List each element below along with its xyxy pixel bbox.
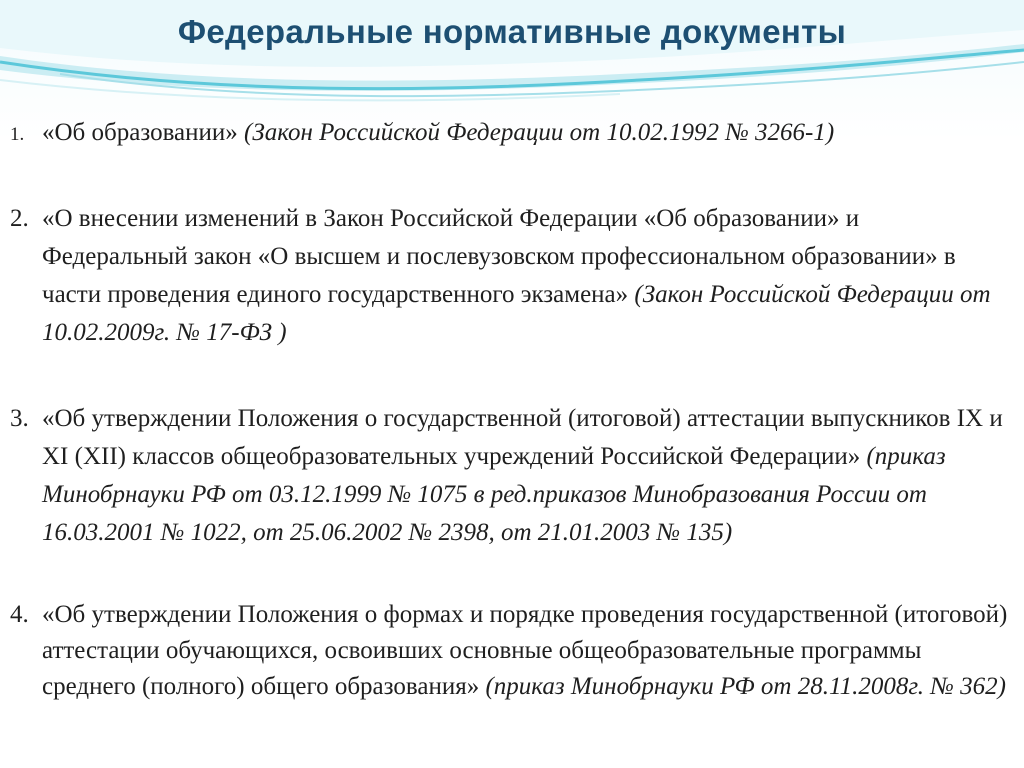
document-title: «Об утверждении Положения о государственной (итоговой) аттестации выпускников IX и XI (XII) классов общеобразовательных учреждений Российской Федерации»: [42, 405, 1003, 470]
list-item: [10, 114, 1010, 154]
document-citation: (Закон Российской Федерации от 10.02.2009г. № 17-ФЗ ): [42, 281, 991, 346]
item-number: 4.: [10, 601, 29, 628]
document-citation: (Закон Российской Федерации от 10.02.1992 № 3266-1): [244, 119, 835, 146]
document-title: «О внесении изменений в Закон Российской Федерации «Об образовании» и Федеральный закон «О высшем и послевузовском профессиональном образовании» в части проведения единого государственного экзамена»: [42, 205, 956, 308]
document-citation: (приказ Минобрнауки РФ от 03.12.1999 № 1075 в ред.приказов Минобразования России от 16.03.2001 № 1022, от 25.06.2002 № 2398, от 21.01.2003 № 135): [42, 443, 946, 546]
document-citation: (приказ Минобрнауки РФ от 28.11.2008г. № 362): [485, 673, 1006, 700]
document-title: «Об образовании»: [42, 119, 238, 146]
slide-title: Федеральные нормативные документы: [177, 13, 847, 50]
document-title: «Об утверждении Положения о формах и порядке проведения государственной (итоговой) аттестации обучающихся, освоивших основные общеобразовательные программы среднего (полного) общего образования»: [42, 601, 1008, 700]
list-item: [10, 200, 1010, 352]
list-item: [10, 597, 1010, 705]
item-number: 2.: [10, 205, 29, 232]
list-item: [10, 400, 1010, 552]
item-number: 1.: [10, 124, 25, 145]
item-number: 3.: [10, 405, 29, 432]
